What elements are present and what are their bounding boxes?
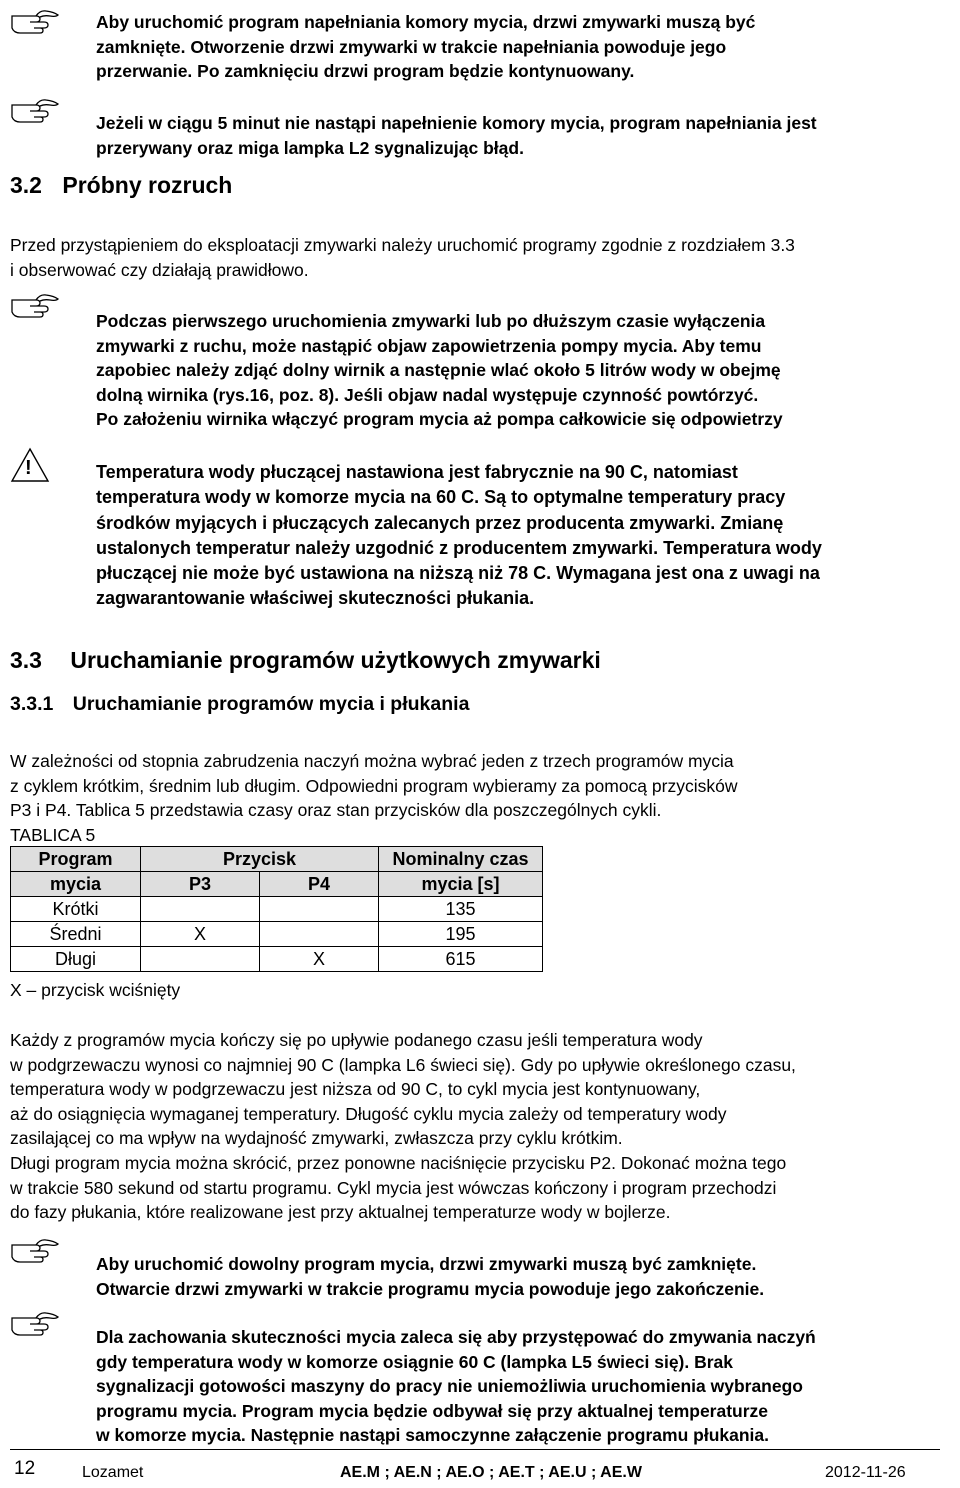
section-heading-3-3-1: 3.3.1 Uruchamianie programów mycia i płukania (10, 693, 470, 715)
intro-paragraph: Przed przystąpieniem do eksploatacji zmywarki należy uruchomić programy zgodnie z rozdziałem 3.3 i obserwować czy działają prawidłowo. (10, 235, 795, 280)
pointing-hand-icon (10, 1237, 60, 1263)
warning-symbol: ! (25, 457, 32, 479)
p3-state (141, 897, 260, 922)
footer-company: Lozamet (82, 1464, 144, 1481)
p4-state: X (260, 947, 379, 972)
header-program-line2: mycia (11, 872, 141, 897)
table-row (11, 922, 543, 947)
note-door-fill: Aby uruchomić program napełniania komory mycia, drzwi zmywarki muszą być zamknięte. Otworzenie drzwi zmywarki w trakcie napełniania powoduje jego przerwanie. Po zamknięciu drzwi program będzie kontynuowany. (96, 12, 756, 82)
note-fill-timeout: Jeżeli w ciągu 5 minut nie nastąpi napełnienie komory mycia, program napełniania jest przerywany oraz miga lampka L2 sygnalizując błąd. (96, 113, 817, 158)
table-row (11, 947, 543, 972)
footer-divider (10, 1449, 940, 1450)
header-p4: P4 (260, 872, 379, 897)
footer-models: AE.M ; AE.N ; AE.O ; AE.T ; AE.U ; AE.W (340, 1464, 642, 1481)
note-door-program: Aby uruchomić dowolny program mycia, drzwi zmywarki muszą być zamknięte. Otwarcie drzwi zmywarki w trakcie programu mycia powoduje jego zakończenie. (96, 1254, 765, 1299)
header-time: Nominalny czas (379, 847, 543, 872)
program-time: 615 (379, 947, 543, 972)
table-legend: X – przycisk wciśnięty (10, 980, 181, 1000)
cycle-paragraph: Każdy z programów mycia kończy się po upływie podanego czasu jeśli temperatura wody w podgrzewaczu wynosi co najmniej 90 C (lampka L6 świeci się). Gdy po upływie określonego czasu, temperatura wody w podgrzewaczu jest niższa od 90 C, to cykl mycia jest kontynuowany, aż do osiągnięcia wymaganej temperatury. Długość cyklu mycia zależy od temperatury wody zasilającej co ma wpływ na wydajność zmywarki, zwłaszcza przy cyklu krótkim. Długi program mycia można skrócić, przez ponowne naciśnięcie przycisku P2. Dokonać można tego w trakcie 580 sekund od startu programu. Cykl mycia jest wówczas kończony i program przechodzi do fazy płukania, które realizowane jest przy aktualnej temperaturze wody w bojlerze. (10, 1030, 796, 1223)
program-name: Długi (11, 947, 141, 972)
header-button: Przycisk (141, 847, 379, 872)
program-time: 195 (379, 922, 543, 947)
warning-temperature: Temperatura wody płuczącej nastawiona jest fabrycznie na 90 C, natomiast temperatura wody w komorze mycia na 60 C. Są to optymalne temperatury pracy środków myjących i płuczących zalecanych przez producenta zmywarki. Zmianę ustalonych temperatur należy uzgodnić z producentem zmywarki. Temperatura wody płuczącej nie może być ustawiona na niższą niż 78 C. Wymagana jest ona z uwagi na zagwarantowanie właściwej skuteczności płukania. (96, 462, 822, 609)
pointing-hand-icon (10, 8, 60, 34)
programs-paragraph: W zależności od stopnia zabrudzenia naczyń można wybrać jeden z trzech programów mycia z cyklem krótkim, średnim lub długim. Odpowiedni program wybieramy za pomocą przycisków P3 i P4. Tablica 5 przedstawia czasy oraz stan przycisków dla poszczególnych cykli. (10, 751, 738, 821)
p3-state (141, 947, 260, 972)
program-table (10, 846, 543, 972)
program-name: Średni (11, 922, 141, 947)
program-time: 135 (379, 897, 543, 922)
p4-state (260, 897, 379, 922)
section-heading-3-3: 3.3 Uruchamianie programów użytkowych zmywarki (10, 647, 601, 673)
pointing-hand-icon (10, 1310, 60, 1336)
header-time-line2: mycia [s] (379, 872, 543, 897)
table-caption: TABLICA 5 (10, 825, 96, 845)
p3-state: X (141, 922, 260, 947)
header-p3: P3 (141, 872, 260, 897)
note-pump-air: Podczas pierwszego uruchomienia zmywarki lub po dłuższym czasie wyłączenia zmywarki z ruchu, może nastąpić objaw zapowietrzenia pompy mycia. Aby temu zapobiec należy zdjąć dolny wirnik a następnie wlać około 5 litrów wody w obejmę dolną wirnika (rys.16, poz. 8). Jeśli objaw nadal występuje czynność powtórzyć. Po założeniu wirnika włączyć program mycia aż pompa całkowicie się odpowietrzy (96, 311, 783, 430)
page-number: 12 (14, 1458, 36, 1479)
table-row (11, 897, 543, 922)
p4-state (260, 922, 379, 947)
header-program: Program (11, 847, 141, 872)
warning-icon (10, 447, 50, 483)
section-heading-3-2: 3.2 Próbny rozruch (10, 172, 233, 198)
footer-date: 2012-11-26 (825, 1464, 906, 1481)
pointing-hand-icon (10, 97, 60, 123)
program-name: Krótki (11, 897, 141, 922)
pointing-hand-icon (10, 292, 60, 318)
note-readiness: Dla zachowania skuteczności mycia zaleca się aby przystępować do zmywania naczyń gdy temperatura wody w komorze osiągnie 60 C (lampka L5 świeci się). Brak sygnalizacji gotowości maszyny do pracy nie uniemożliwia uruchomienia wybranego programu mycia. Program mycia będzie odbywał się przy aktualnej temperaturze w komorze mycia. Następnie nastąpi samoczynne załączenie programu płukania. (96, 1327, 816, 1446)
